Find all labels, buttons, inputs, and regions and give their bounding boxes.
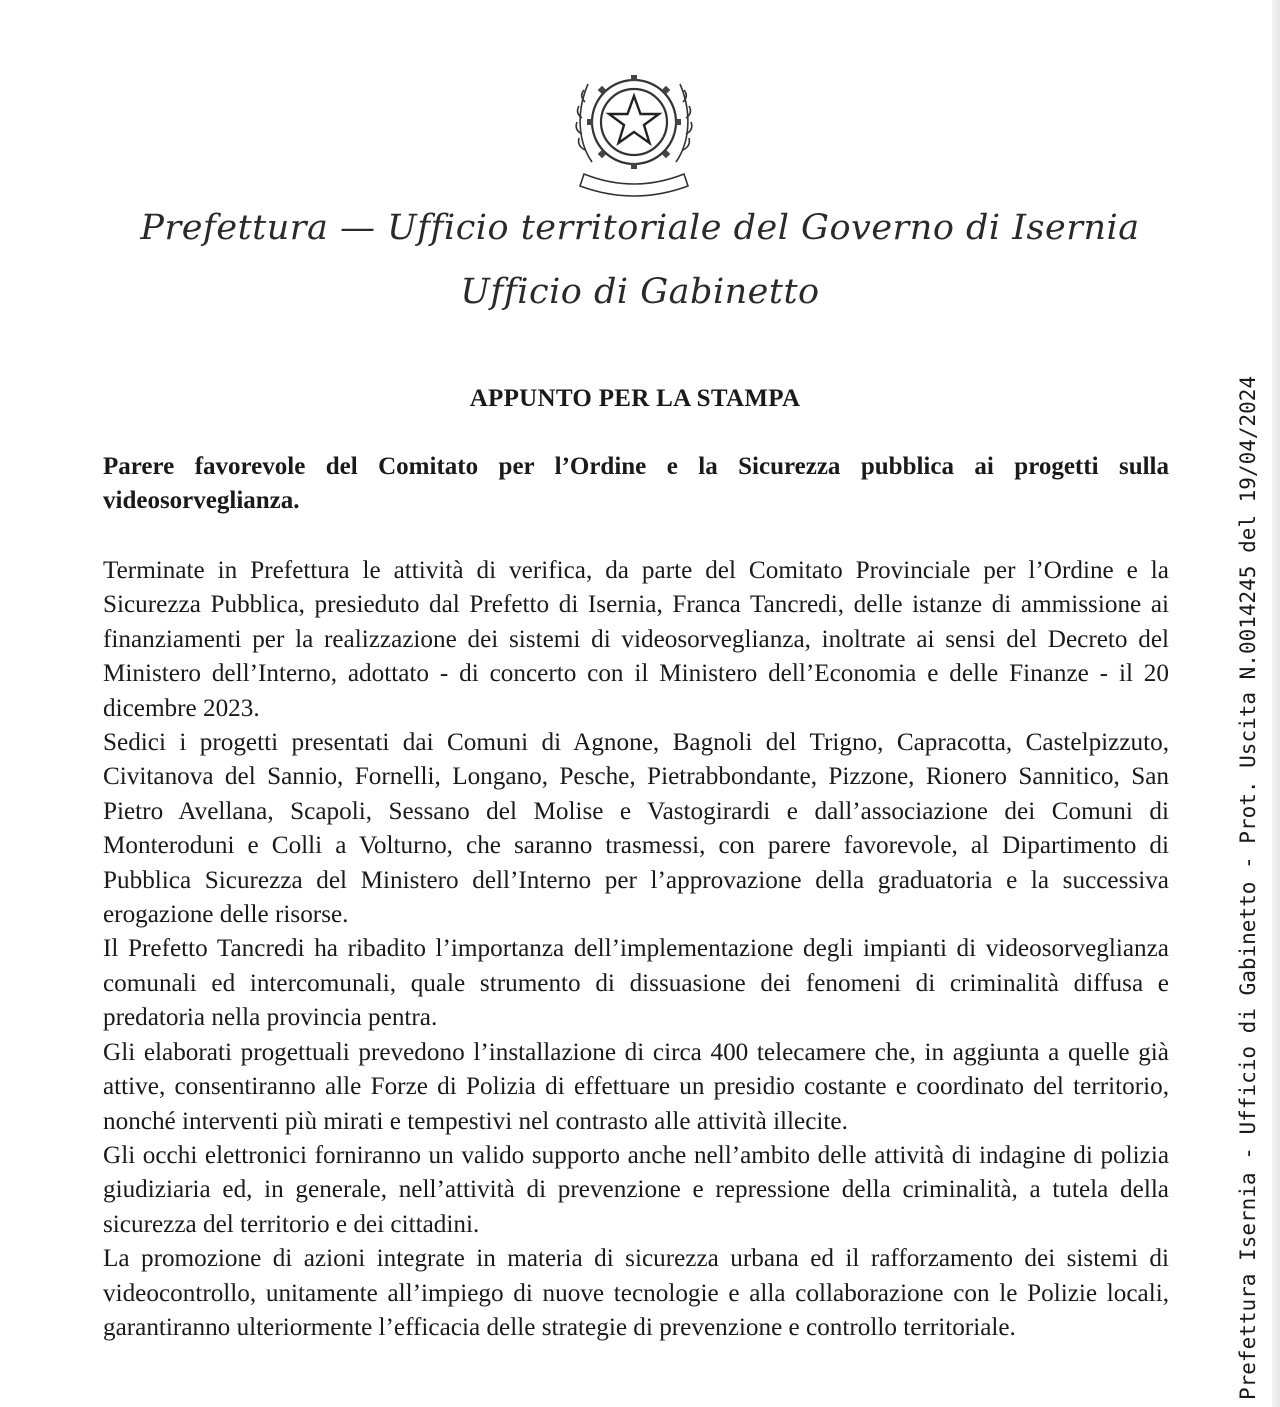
document-heading: APPUNTO PER LA STAMPA [469, 385, 801, 412]
paragraph: Sedici i progetti presentati dai Comuni di Agnone, Bagnoli del Trigno, Capracotta, Castelpizzuto, Civitanova del Sannio, Fornelli, Longano, Pesche, Pietrabbondante, Pizzone, Rionero Sannitico, San Pietro Avellana, Scapoli, Sessano del Molise e Vastogirardi e dall’associazione dei Comuni di Monteroduni e Colli a Volturno, che saranno trasmessi, con parere favorevole, al Dipartimento di Pubblica Sicurezza del Ministero dell’Interno per l’approvazione della graduatoria e la successiva erogazione delle risorse. [103, 729, 1169, 929]
document-body [103, 554, 1169, 1345]
republic-emblem-icon [570, 62, 702, 198]
paragraph: Il Prefetto Tancredi ha ribadito l’importanza dell’implementazione degli impianti di videosorveglianza comunali ed intercomunali, quale strumento di dissuasione dei fenomeni di criminalità diffusa e predatoria nella provincia pentra. [103, 935, 1169, 1032]
protocol-stamp: Prefettura Isernia - Ufficio di Gabinetto - Prot. Uscita N.0014245 del 19/04/2024 [1236, 375, 1260, 1400]
department-title: Ufficio di Gabinetto [460, 272, 820, 312]
document-subject: Parere favorevole del Comitato per l’Ordine e la Sicurezza pubblica ai progetti sulla videosorveglianza. [103, 453, 1169, 514]
paragraph: Terminate in Prefettura le attività di verifica, da parte del Comitato Provinciale per l’Ordine e la Sicurezza Pubblica, presieduto dal Prefetto di Isernia, Franca Tancredi, delle istanze di ammissione ai finanziamenti per la realizzazione dei sistemi di videosorveglianza, inoltrate ai sensi del Decreto del Ministero dell’Interno, adottato - di concerto con il Ministero dell’Economia e delle Finanze - il 20 dicembre 2023. [103, 557, 1169, 722]
page-edge [1272, 0, 1280, 1407]
paragraph: La promozione di azioni integrate in materia di sicurezza urbana ed il rafforzamento dei sistemi di videocontrollo, unitamente all’impiego di nuove tecnologie e alla collaborazione con le Polizie locali, garantiranno ulteriormente l’efficacia delle strategie di prevenzione e controllo territoriale. [103, 1245, 1169, 1341]
paragraph: Gli elaborati progettuali prevedono l’installazione di circa 400 telecamere che, in aggiunta a quelle già attive, consentiranno alle Forze di Polizia di effettuare un presidio costante e coordinato del territorio, nonché interventi più mirati e tempestivi nel contrasto alle attività illecite. [103, 1038, 1169, 1135]
office-title: Prefettura — Ufficio territoriale del Governo di Isernia [140, 208, 1140, 248]
paragraph: Gli occhi elettronici forniranno un valido supporto anche nell’ambito delle attività di indagine di polizia giudiziaria ed, in generale, nell’attività di prevenzione e repressione della criminalità, a tutela della sicurezza del territorio e dei cittadini. [103, 1141, 1169, 1238]
